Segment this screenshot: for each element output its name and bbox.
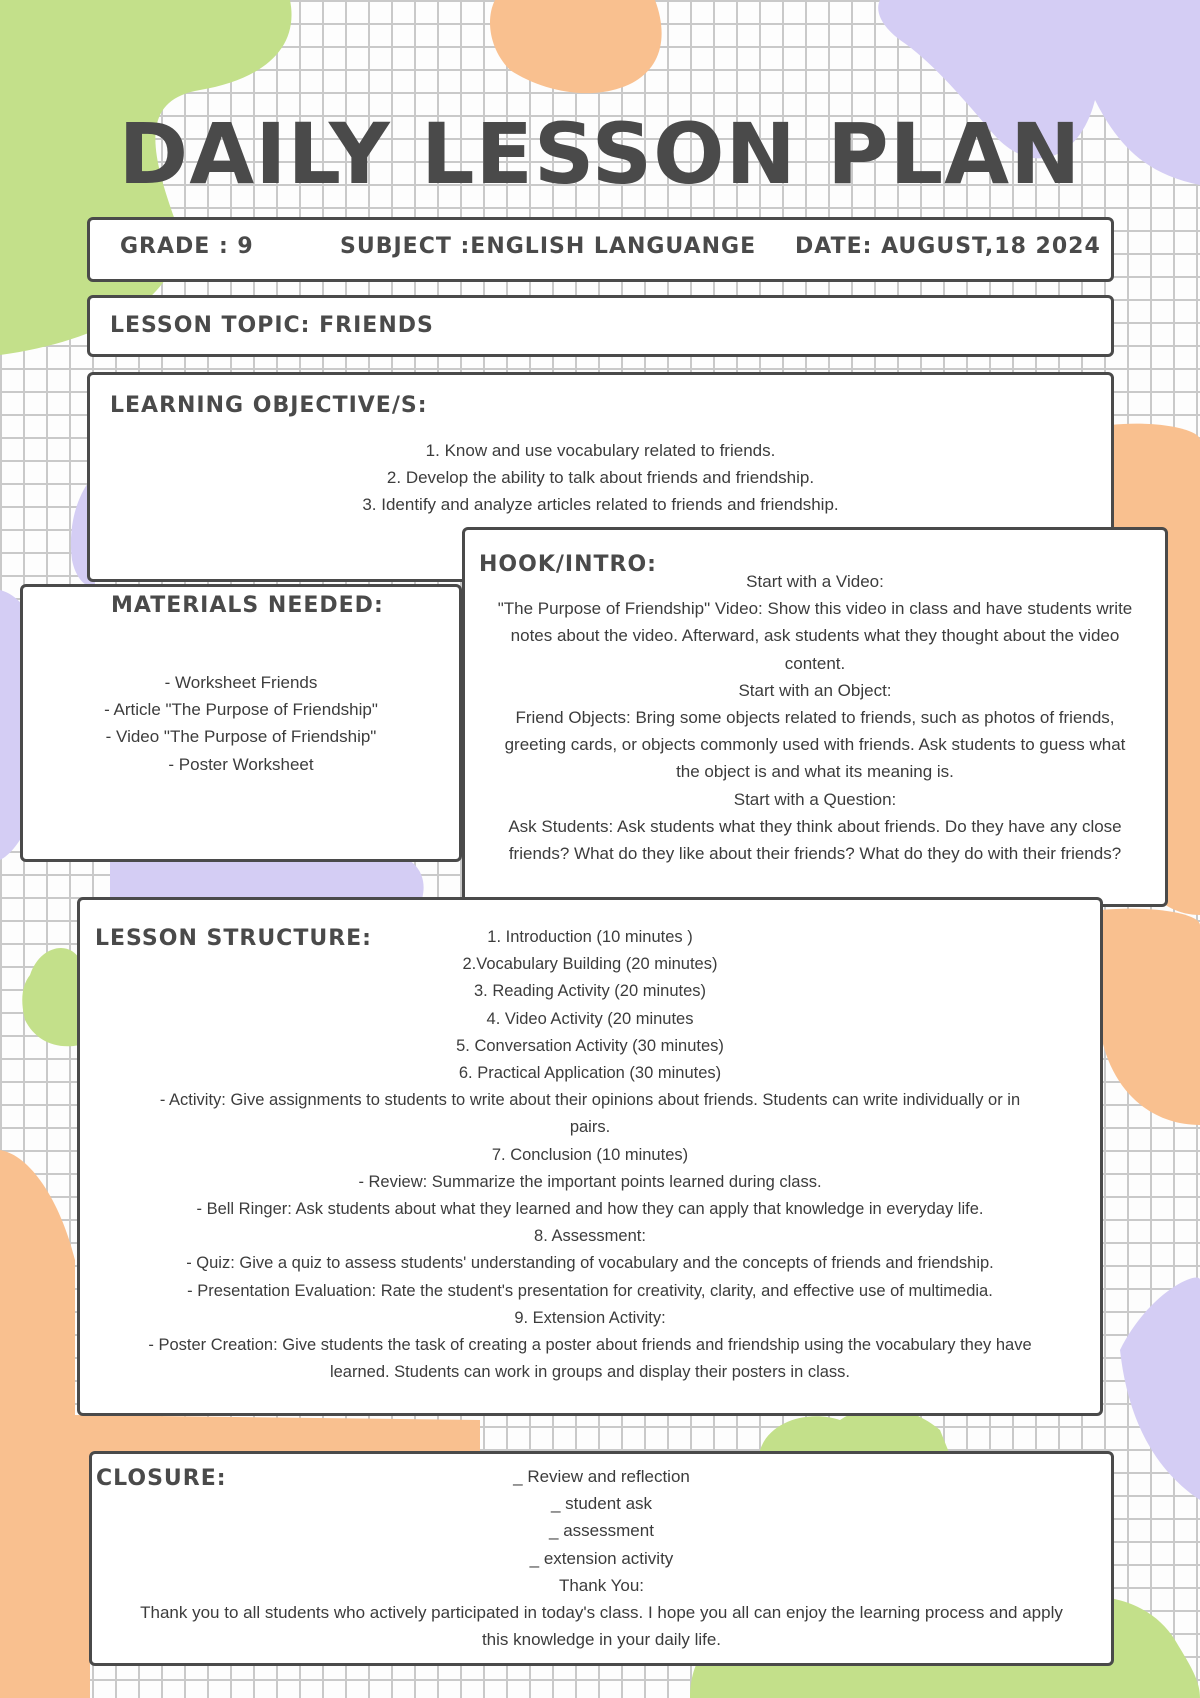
hook-line: the object is and what its meaning is. (676, 762, 954, 782)
page-title: DAILY LESSON PLAN (118, 105, 1082, 203)
closure-heading: CLOSURE: (96, 1466, 227, 1491)
hook-line: Start with an Object: (738, 680, 892, 700)
structure-line: - Bell Ringer: Ask students about what they learned and how they can apply that knowledge in everyday life. (196, 1200, 984, 1219)
objective-item: 2. Develop the ability to talk about friends and friendship. (386, 468, 815, 488)
date-label: DATE: AUGUST,18 2024 (795, 234, 1101, 259)
materials-list (23, 669, 459, 778)
header-info-bar (87, 217, 1114, 282)
structure-line: - Quiz: Give a quiz to assess students' understanding of vocabulary and the concepts of friends and friendship. (186, 1254, 994, 1273)
material-item: - Video "The Purpose of Friendship" (105, 727, 377, 747)
hook-line: Ask Students: Ask students what they think about friends. Do they have any close (508, 816, 1122, 836)
materials-needed-heading: MATERIALS NEEDED: (111, 593, 384, 618)
lesson-structure-box (77, 897, 1103, 1416)
structure-line: 7. Conclusion (10 minutes) (491, 1145, 689, 1164)
structure-line: - Presentation Evaluation: Rate the student's presentation for creativity, clarity, and effective use of multimedia. (187, 1281, 993, 1300)
hook-line: Friend Objects: Bring some objects related to friends, such as photos of friends, (515, 708, 1115, 728)
hook-line: content. (784, 653, 846, 673)
learning-objectives-list (90, 437, 1111, 519)
material-item: - Worksheet Friends (164, 673, 318, 692)
structure-line: 4. Video Activity (20 minutes (486, 1009, 694, 1028)
closure-line: Thank You: (558, 1575, 645, 1595)
lesson-structure-heading: LESSON STRUCTURE: (95, 926, 372, 951)
objective-item: 3. Identify and analyze articles related to friends and friendship. (362, 495, 839, 515)
structure-line: 8. Assessment: (534, 1227, 646, 1246)
structure-line: - Activity: Give assignments to students to write about their opinions about friends. Students can write individually or in (159, 1091, 1021, 1110)
lesson-topic-label: LESSON TOPIC: FRIENDS (110, 313, 434, 338)
closure-line: _ assessment (549, 1521, 654, 1541)
structure-line: 9. Extension Activity: (514, 1308, 666, 1327)
structure-line: 6. Practical Application (30 minutes) (458, 1064, 722, 1083)
peach-blob-top (490, 0, 662, 93)
lesson-topic-bar (87, 295, 1114, 357)
structure-line: - Review: Summarize the important points learned during class. (358, 1172, 822, 1191)
materials-needed-box (20, 584, 462, 862)
closure-text (92, 1463, 1111, 1653)
structure-line: - Poster Creation: Give students the task of creating a poster about friends and friendship using the vocabulary they have (148, 1336, 1032, 1355)
closure-box (89, 1451, 1114, 1666)
subject-label: SUBJECT :ENGLISH LANGUANGE (340, 234, 757, 259)
closure-line: _ Review and reflection (513, 1467, 690, 1486)
structure-line: 3. Reading Activity (20 minutes) (473, 982, 707, 1001)
green-blob-left-mid (22, 948, 80, 1046)
closure-line: _ extension activity (529, 1548, 674, 1568)
material-item: - Poster Worksheet (168, 754, 314, 774)
objective-item: 1. Know and use vocabulary related to friends. (425, 441, 776, 460)
hook-intro-text (465, 568, 1165, 867)
closure-line: this knowledge in your daily life. (481, 1630, 722, 1650)
learning-objectives-heading: LEARNING OBJECTIVE/S: (110, 393, 428, 418)
structure-line: pairs. (569, 1118, 611, 1137)
peach-blob-bottom-left-2 (0, 1440, 90, 1698)
hook-line: Start with a Question: (733, 789, 897, 809)
structure-line: 5. Conversation Activity (30 minutes) (456, 1036, 724, 1055)
hook-line: greeting cards, or objects commonly used with friends. Ask students to guess what (504, 735, 1126, 755)
hook-intro-heading: HOOK/INTRO: (479, 552, 657, 577)
lesson-structure-text (80, 924, 1100, 1386)
hook-line: friends? What do they like about their friends? What do they do with their friends? (508, 844, 1122, 864)
closure-line: _ student ask (550, 1494, 653, 1514)
hook-line: notes about the video. Afterward, ask students what they thought about the video (510, 626, 1120, 646)
structure-line: 1. Introduction (10 minutes ) (487, 928, 693, 946)
closure-line: Thank you to all students who actively participated in today's class. I hope you all can enjoy the learning process and apply (140, 1603, 1063, 1623)
grade-label: GRADE : 9 (120, 234, 254, 259)
structure-line: learned. Students can work in groups and display their posters in class. (329, 1363, 851, 1382)
peach-blob-right-2 (1100, 909, 1200, 1125)
hook-line: "The Purpose of Friendship" Video: Show this video in class and have students write (497, 599, 1133, 619)
structure-line: 2.Vocabulary Building (20 minutes) (462, 955, 718, 974)
hook-line: Start with a Video: (746, 572, 884, 591)
material-item: - Article "The Purpose of Friendship" (104, 700, 378, 720)
hook-intro-box (462, 527, 1168, 907)
